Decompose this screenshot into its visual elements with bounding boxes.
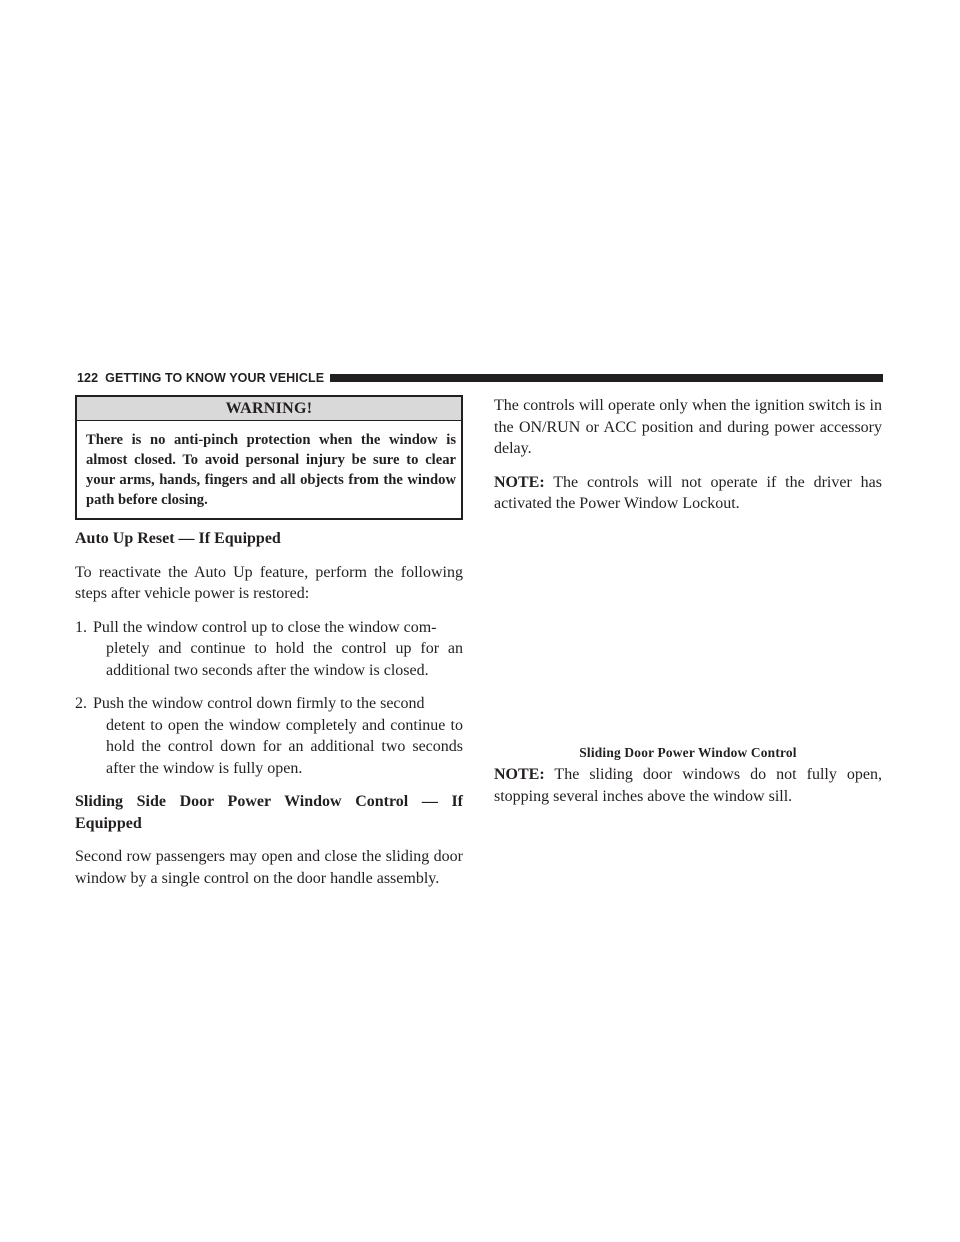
page-number: 122 bbox=[77, 371, 99, 385]
step-text bbox=[93, 693, 463, 779]
list-item bbox=[75, 693, 463, 779]
ignition-paragraph: The controls will operate only when the ignition switch is in the ON/RUN or ACC position and during power accessory delay. bbox=[494, 397, 882, 457]
note-window-sill bbox=[494, 764, 882, 807]
step-text bbox=[93, 617, 463, 682]
warning-box bbox=[75, 395, 463, 520]
note-text: The controls will not operate if the driver has activated the Power Window Lockout. bbox=[494, 473, 882, 512]
sliding-door-heading: Sliding Side Door Power Window Control — If Equipped bbox=[75, 793, 463, 832]
sliding-door-text: Second row passengers may open and close the sliding door window by a single control on the door handle assembly. bbox=[75, 848, 463, 887]
page-header bbox=[77, 370, 883, 386]
step-number: 2. bbox=[75, 695, 87, 712]
step-continuation: pletely and continue to hold the control up for an additional two seconds after the window is closed. bbox=[106, 640, 463, 679]
header-rule bbox=[330, 374, 883, 382]
warning-title: WARNING! bbox=[77, 397, 461, 421]
left-column bbox=[75, 395, 463, 901]
section-title: GETTING TO KNOW YOUR VEHICLE bbox=[105, 371, 325, 385]
step-first-line: Push the window control down firmly to the second bbox=[93, 695, 425, 712]
auto-up-reset-heading: Auto Up Reset — If Equipped bbox=[75, 530, 281, 547]
step-number: 1. bbox=[75, 618, 87, 636]
auto-up-reset-intro: To reactivate the Auto Up feature, perform the following steps after vehicle power is restored: bbox=[75, 563, 463, 602]
warning-text: There is no anti-pinch protection when the window is almost closed. To avoid personal injury be sure to clear your arms, hands, fingers and all objects from the window path before closing. bbox=[86, 432, 456, 508]
step-first-line: Pull the window control up to close the window com- bbox=[93, 618, 437, 636]
note-label: NOTE: bbox=[494, 766, 545, 783]
step-continuation: detent to open the window completely and continue to hold the control down for an additional two seconds after the window is fully open. bbox=[106, 716, 463, 777]
note-label: NOTE: bbox=[494, 473, 545, 491]
figure-caption: Sliding Door Power Window Control bbox=[579, 745, 797, 760]
figure-image bbox=[494, 490, 882, 720]
list-item bbox=[75, 617, 463, 682]
note-text: The sliding door windows do not fully open, stopping several inches above the window sill. bbox=[494, 766, 882, 805]
